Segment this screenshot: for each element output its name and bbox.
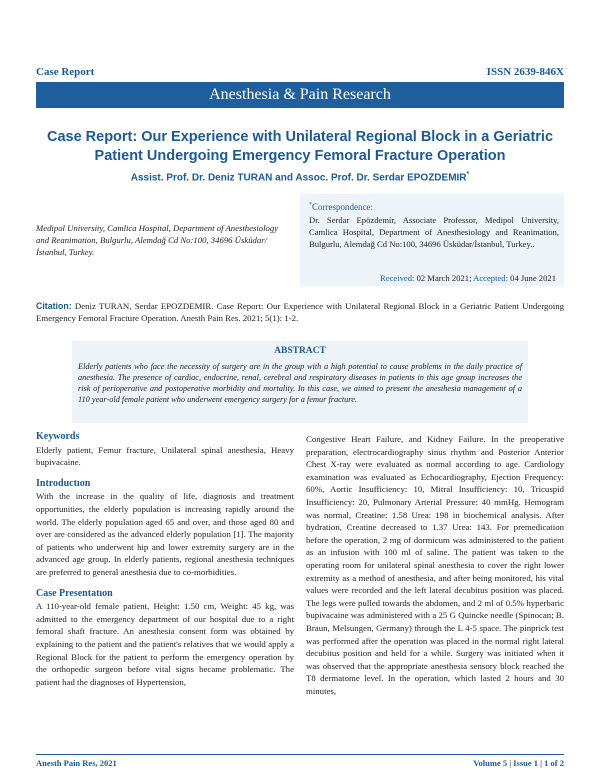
citation-text: Deniz TURAN, Serdar EPOZDEMIR. Case Report: Our Experience with Unilateral Regional Block in a Geriatric Patient Undergoing Emergency Femoral Fracture Operation. Anesth Pain Res. 2021; 5(1): 1-2.: [36, 301, 564, 323]
case-paragraph-1: A 110-year-old female patient, Height: 1.50 cm, Weight: 45 kg, was admitted to the emergency department of our hospital due to a right femoral shaft fracture. An anesthesia consent form was obtained by explaining to the patient and the patient's relatives that we would apply a Regional Block for the patient to perform the emergency operation by the orthopedic surgeon before vital signs became problematic. The patient had the diagnoses of Hypertension,: [36, 601, 294, 687]
journal-banner: Anesthesia & Pain Research: [36, 82, 564, 108]
author-names: Assist. Prof. Dr. Deniz TURAN and Assoc. Prof. Dr. Serdar EPOZDEMIR: [130, 172, 467, 184]
abstract-heading: ABSTRACT: [274, 346, 326, 356]
running-header: [36, 66, 564, 80]
author-mark: *: [466, 171, 470, 178]
accepted-date: 04 June 2021: [510, 273, 556, 283]
correspondence-mark: *: [309, 202, 312, 208]
received-date: 02 March 2021;: [416, 273, 472, 283]
article-title: Case Report: Our Experience with Unilateral Regional Block in a Geriatric Patient Undergoing Emergency Femoral Fracture Operation: [46, 129, 554, 164]
article-dates: [380, 273, 556, 283]
page-footer: [36, 754, 564, 769]
introduction-heading: Introductıon: [36, 477, 91, 489]
abstract-box: [72, 341, 528, 423]
footer-journal: Anesth Pain Res, 2021: [36, 758, 117, 768]
received-label: Received:: [380, 273, 415, 283]
citation: [36, 300, 564, 324]
abstract-text: Elderly patients who face the necessity of surgery are in the group with a high potential to cause problems in the daily practice of anesthesia. The presence of cardiac, endocrine, renal, cerebral and respiratory diseases in patients in this age group increases the risk of perioperative and postoperative morbidity and mortality. In this case, we aimed to present the anesthesia management of a 110 year-old female patient who underwent emergency surgery for a femur fracture.: [78, 362, 522, 404]
introduction-paragraph: With the increase in the quality of life, diagnosis and treatment opportunities, the elderly population is increasing rapidly around the world. The elderly population aged 65 and over, and those aged 80 and over are considered as the advanced elderly population [1]. The majority of patients who underwent hip and lower extremity surgery are in the advanced age group. In elderly patients, regional anesthesia techniques are preferred to general anesthesia due to co-morbidities.: [36, 491, 294, 577]
affiliation: Medipol University, Camlica Hospital, Department of Anesthesiology and Reanimation, Bulgurlu, Alemdağ Cd No:100, 34696 Üsküdar/İstanbul, Turkey.: [36, 223, 279, 257]
correspondence-label: Correspondence:: [312, 202, 373, 212]
case-paragraph-2: Congestive Heart Failure, and Kidney Failure. In the preoperative preparation, electrocardiography sinus rhythm and Posterior Anterior Chest X-ray were evaluated as normal according to age. Cardiology examination was evaluated as Echocardiography, Ejection Frequency: 60%, Aortic Insufficiency: 10, Mitral Insufficiency: 10, Tricuspid Insufficiency: 20, Pulmonary Arterial Pressure: 40 mmHg. Hemogram was normal, Creatine: 1.58 Urea: 198 in biochemical analysis. After hydration, Creatine decreased to 1.37 Urea: 143. For premedication before the operation, 2 mg of dormicum was administered to the patient as an infusion with 100 ml of saline. The patient was taken to the operating room for unilateral spinal anesthesia to cover the right lower extremity as a method of anesthesia, and after being monitored, his vital values were recorded and the left lateral decubitus position was placed. The legs were pulled towards the abdomen, and 2 ml of 0.5% hyperbaric bupivacaine was administered with a 25 G Quincke needle (Spinocan; B. Braun, Melsungen, Germany) through the L 4-5 space. The pinprick test was performed after the operation was placed in the normal right lateral decubitus position and held for a while. Surgery was initiated when it was observed that the appropriate anesthesia sensory block reached the T8 dermatome level. In the operation, which lasted 2 hours and 30 minutes,: [306, 434, 564, 696]
accepted-label: Accepted:: [473, 273, 508, 283]
citation-label: Citation:: [36, 301, 72, 311]
left-column: [36, 431, 294, 688]
keywords-heading: Keywords: [36, 431, 80, 442]
footer-volume: Volume 5 | Issue 1 | 1 of 2: [473, 758, 564, 768]
case-heading: Case Presentatıon: [36, 587, 113, 599]
correspondence-box: [300, 194, 564, 286]
keywords-text: Elderly patient, Femur fracture, Unilateral spinal anesthesia, Heavy bupivacaine.: [36, 444, 294, 468]
article-type: Case Report: [36, 66, 95, 78]
right-column: [306, 433, 564, 697]
issn: ISSN 2639-846X: [486, 66, 564, 78]
author-line: [36, 171, 564, 183]
correspondence-text: Dr. Serdar Epözdemir, Associate Professor, Medipol University, Camlica Hospital, Department of Anesthesiology and Reanimation, Bulgurlu, Alemdağ Cd No:100, 34696 Üsküdar/İstanbul, Turkey..: [309, 215, 559, 249]
correspondence-heading: [309, 202, 373, 212]
